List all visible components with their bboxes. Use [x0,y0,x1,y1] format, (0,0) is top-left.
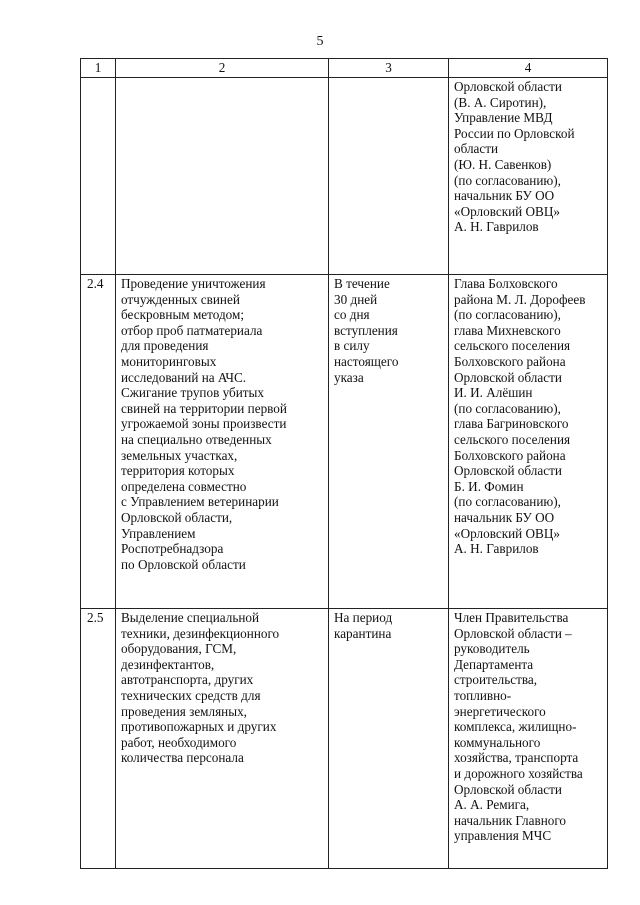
table-header-row [81,59,608,78]
cell-line: на специально отведенных [121,431,272,447]
cell-line: технических средств для [121,687,261,703]
cell-line: сельского поселения [454,338,571,354]
cell-line: Проведение уничтожения [121,276,266,291]
cell-line: территория которых [121,463,235,479]
table-row [81,609,608,869]
cell-line: коммунального [454,734,541,750]
cell-line: Сжигание трупов убитых [121,385,265,401]
column-number-4: 4 [449,59,608,78]
cell-line: И. И. Алёшин [454,385,533,401]
action-cell [116,609,329,869]
cell-line: со дня [334,307,370,323]
table-row [81,78,608,275]
cell-line: противопожарных и других [121,719,277,735]
column-number-2: 2 [116,59,329,78]
cell-line: по Орловской области [121,556,246,572]
cell-line: проведения земляных, [121,703,247,719]
cell-line: указа [334,369,364,385]
cell-line: Управление МВД [454,110,553,126]
cell-line: автотранспорта, других [121,672,254,688]
cell-line: управления МЧС [454,828,552,844]
table-row [81,275,608,609]
action-cell [116,78,329,275]
cell-line: Глава Болховского [454,276,558,291]
cell-line: (по согласованию), [454,172,561,188]
cell-line: земельных участках, [121,447,238,463]
cell-line: (В. А. Сиротин), [454,94,547,110]
cell-line: А. Н. Гаврилов [454,219,539,235]
cell-line: Департамента [454,656,534,672]
responsible-cell [449,275,608,609]
cell-line: исследований на АЧС. [121,369,247,385]
cell-line: Орловской области [454,463,562,479]
cell-line: района М. Л. Дорофеев [454,291,586,307]
cell-line: Орловской области [454,79,562,94]
cell-line: России по Орловской [454,125,575,141]
cell-line: свиней на территории первой [121,400,287,416]
cell-line: Роспотребнадзора [121,541,224,557]
cell-line: «Орловский ОВЦ» [454,203,560,219]
cell-line: бескровным методом; [121,307,245,323]
cell-line: (по согласованию), [454,307,561,323]
cell-line: с Управлением ветеринарии [121,494,279,510]
cell-line: А. Н. Гаврилов [454,541,539,557]
cell-line: настоящего [334,353,399,369]
term-cell [329,78,449,275]
cell-line: отчужденных свиней [121,291,240,307]
cell-line: начальник БУ ОО [454,188,555,204]
row-number: 2.5 [81,609,116,869]
cell-line: А. А. Ремига, [454,797,530,813]
cell-line: сельского поселения [454,431,571,447]
column-number-3: 3 [329,59,449,78]
row-number [81,78,116,275]
cell-line: угрожаемой зоны произвести [121,416,287,432]
responsible-cell [449,78,608,275]
term-cell [329,275,449,609]
cell-line: энергетического [454,703,546,719]
cell-line: глава Багриновского [454,416,569,432]
cell-line: количества персонала [121,750,244,766]
cell-line: топливно- [454,687,512,703]
responsible-cell [449,609,608,869]
cell-line: оборудования, ГСМ, [121,641,237,657]
cell-line: отбор проб патматериала [121,322,263,338]
cell-line: (Ю. Н. Савенков) [454,156,552,172]
cell-line: глава Михневского [454,322,561,338]
measures-table [80,58,608,869]
cell-line: хозяйства, транспорта [454,750,579,766]
cell-line: Орловской области – [454,625,572,641]
cell-line: дезинфектантов, [121,656,215,672]
cell-line: начальник Главного [454,812,567,828]
cell-line: комплекса, жилищно- [454,719,577,735]
cell-line: На период [334,610,393,625]
cell-line: области [454,141,499,157]
cell-line: (по согласованию), [454,400,561,416]
page-number: 5 [316,34,324,49]
cell-line: мониторинговых [121,353,217,369]
cell-line: Выделение специальной [121,610,260,625]
cell-line: Болховского района [454,447,566,463]
cell-line: Б. И. Фомин [454,478,524,494]
term-cell [329,609,449,869]
cell-line: для проведения [121,338,209,354]
cell-line: строительства, [454,672,538,688]
cell-line: 30 дней [334,291,378,307]
row-number: 2.4 [81,275,116,609]
cell-line: Орловской области, [121,509,233,525]
cell-line: Член Правительства [454,610,569,625]
cell-line: Болховского района [454,353,566,369]
cell-line: и дорожного хозяйства [454,765,583,781]
action-cell [116,275,329,609]
cell-line: (по согласованию), [454,494,561,510]
cell-line: в силу [334,338,370,354]
cell-line: руководитель [454,641,530,657]
cell-line: определена совместно [121,478,247,494]
cell-line: вступления [334,322,398,338]
cell-line: Орловской области [454,781,562,797]
column-number-1: 1 [81,59,116,78]
cell-line: Управлением [121,525,196,541]
cell-line: «Орловский ОВЦ» [454,525,560,541]
cell-line: начальник БУ ОО [454,509,555,525]
cell-line: работ, необходимого [121,734,237,750]
cell-line: техники, дезинфекционного [121,625,280,641]
cell-line: Орловской области [454,369,562,385]
cell-line: В течение [334,276,390,291]
cell-line: карантина [334,625,392,641]
